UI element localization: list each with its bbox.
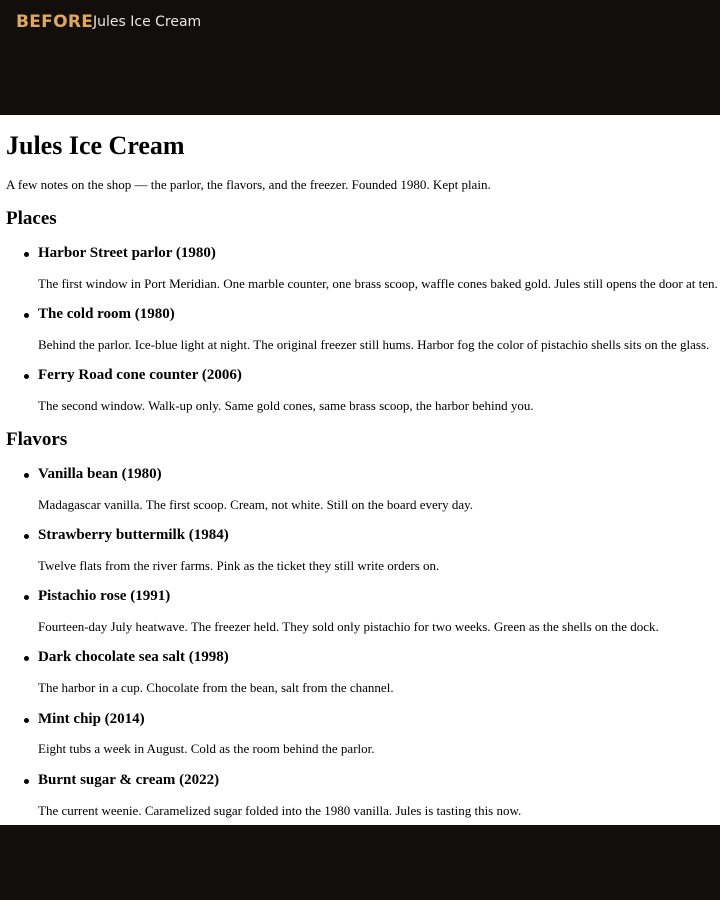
flavor-description: Twelve flats from the river farms. Pink as the ticket they still write orders on. (38, 558, 440, 573)
flavor-title: Vanilla bean (1980) (38, 466, 162, 482)
flavor-title: Burnt sugar & cream (2022) (38, 772, 220, 788)
place-title: The cold room (1980) (38, 306, 175, 322)
place-description: Behind the parlor. Ice-blue light at night. The original freezer still hums. Harbor fog the color of pistachio shells sits on the glass. (38, 337, 710, 352)
flavors-heading: Flavors (6, 429, 68, 450)
flavor-description: The current weenie. Caramelized sugar folded into the 1980 vanilla. Jules is tasting this now. (38, 803, 522, 818)
before-badge: BEFORE (16, 12, 94, 32)
flavor-description: Madagascar vanilla. The first scoop. Cream, not white. Still on the board every day. (38, 497, 474, 512)
place-description: The second window. Walk-up only. Same gold cones, same brass scoop, the harbor behind you. (38, 398, 534, 413)
place-title: Ferry Road cone counter (2006) (38, 367, 242, 383)
flavor-title: Strawberry buttermilk (1984) (38, 527, 229, 543)
place-description: The first window in Port Meridian. One marble counter, one brass scoop, waffle cones baked gold. Jules still opens the door at ten. (38, 276, 718, 291)
brand-name: Jules Ice Cream (93, 14, 202, 30)
bottom-bar (0, 825, 720, 900)
page-content (0, 115, 720, 825)
page-title: Jules Ice Cream (6, 131, 185, 160)
flavor-description: The harbor in a cup. Chocolate from the bean, salt from the channel. (38, 680, 394, 695)
flavor-title: Dark chocolate sea salt (1998) (38, 649, 229, 665)
top-bar (0, 0, 720, 115)
flavor-title: Pistachio rose (1991) (38, 588, 171, 604)
flavor-description: Fourteen-day July heatwave. The freezer held. They sold only pistachio for two weeks. Green as the shells on the dock. (38, 619, 659, 634)
places-heading: Places (6, 208, 57, 229)
place-title: Harbor Street parlor (1980) (38, 245, 216, 261)
flavor-title: Mint chip (2014) (38, 711, 145, 727)
flavor-description: Eight tubs a week in August. Cold as the room behind the parlor. (38, 741, 375, 756)
page-intro: A few notes on the shop — the parlor, the flavors, and the freezer. Founded 1980. Kept plain. (6, 177, 491, 192)
